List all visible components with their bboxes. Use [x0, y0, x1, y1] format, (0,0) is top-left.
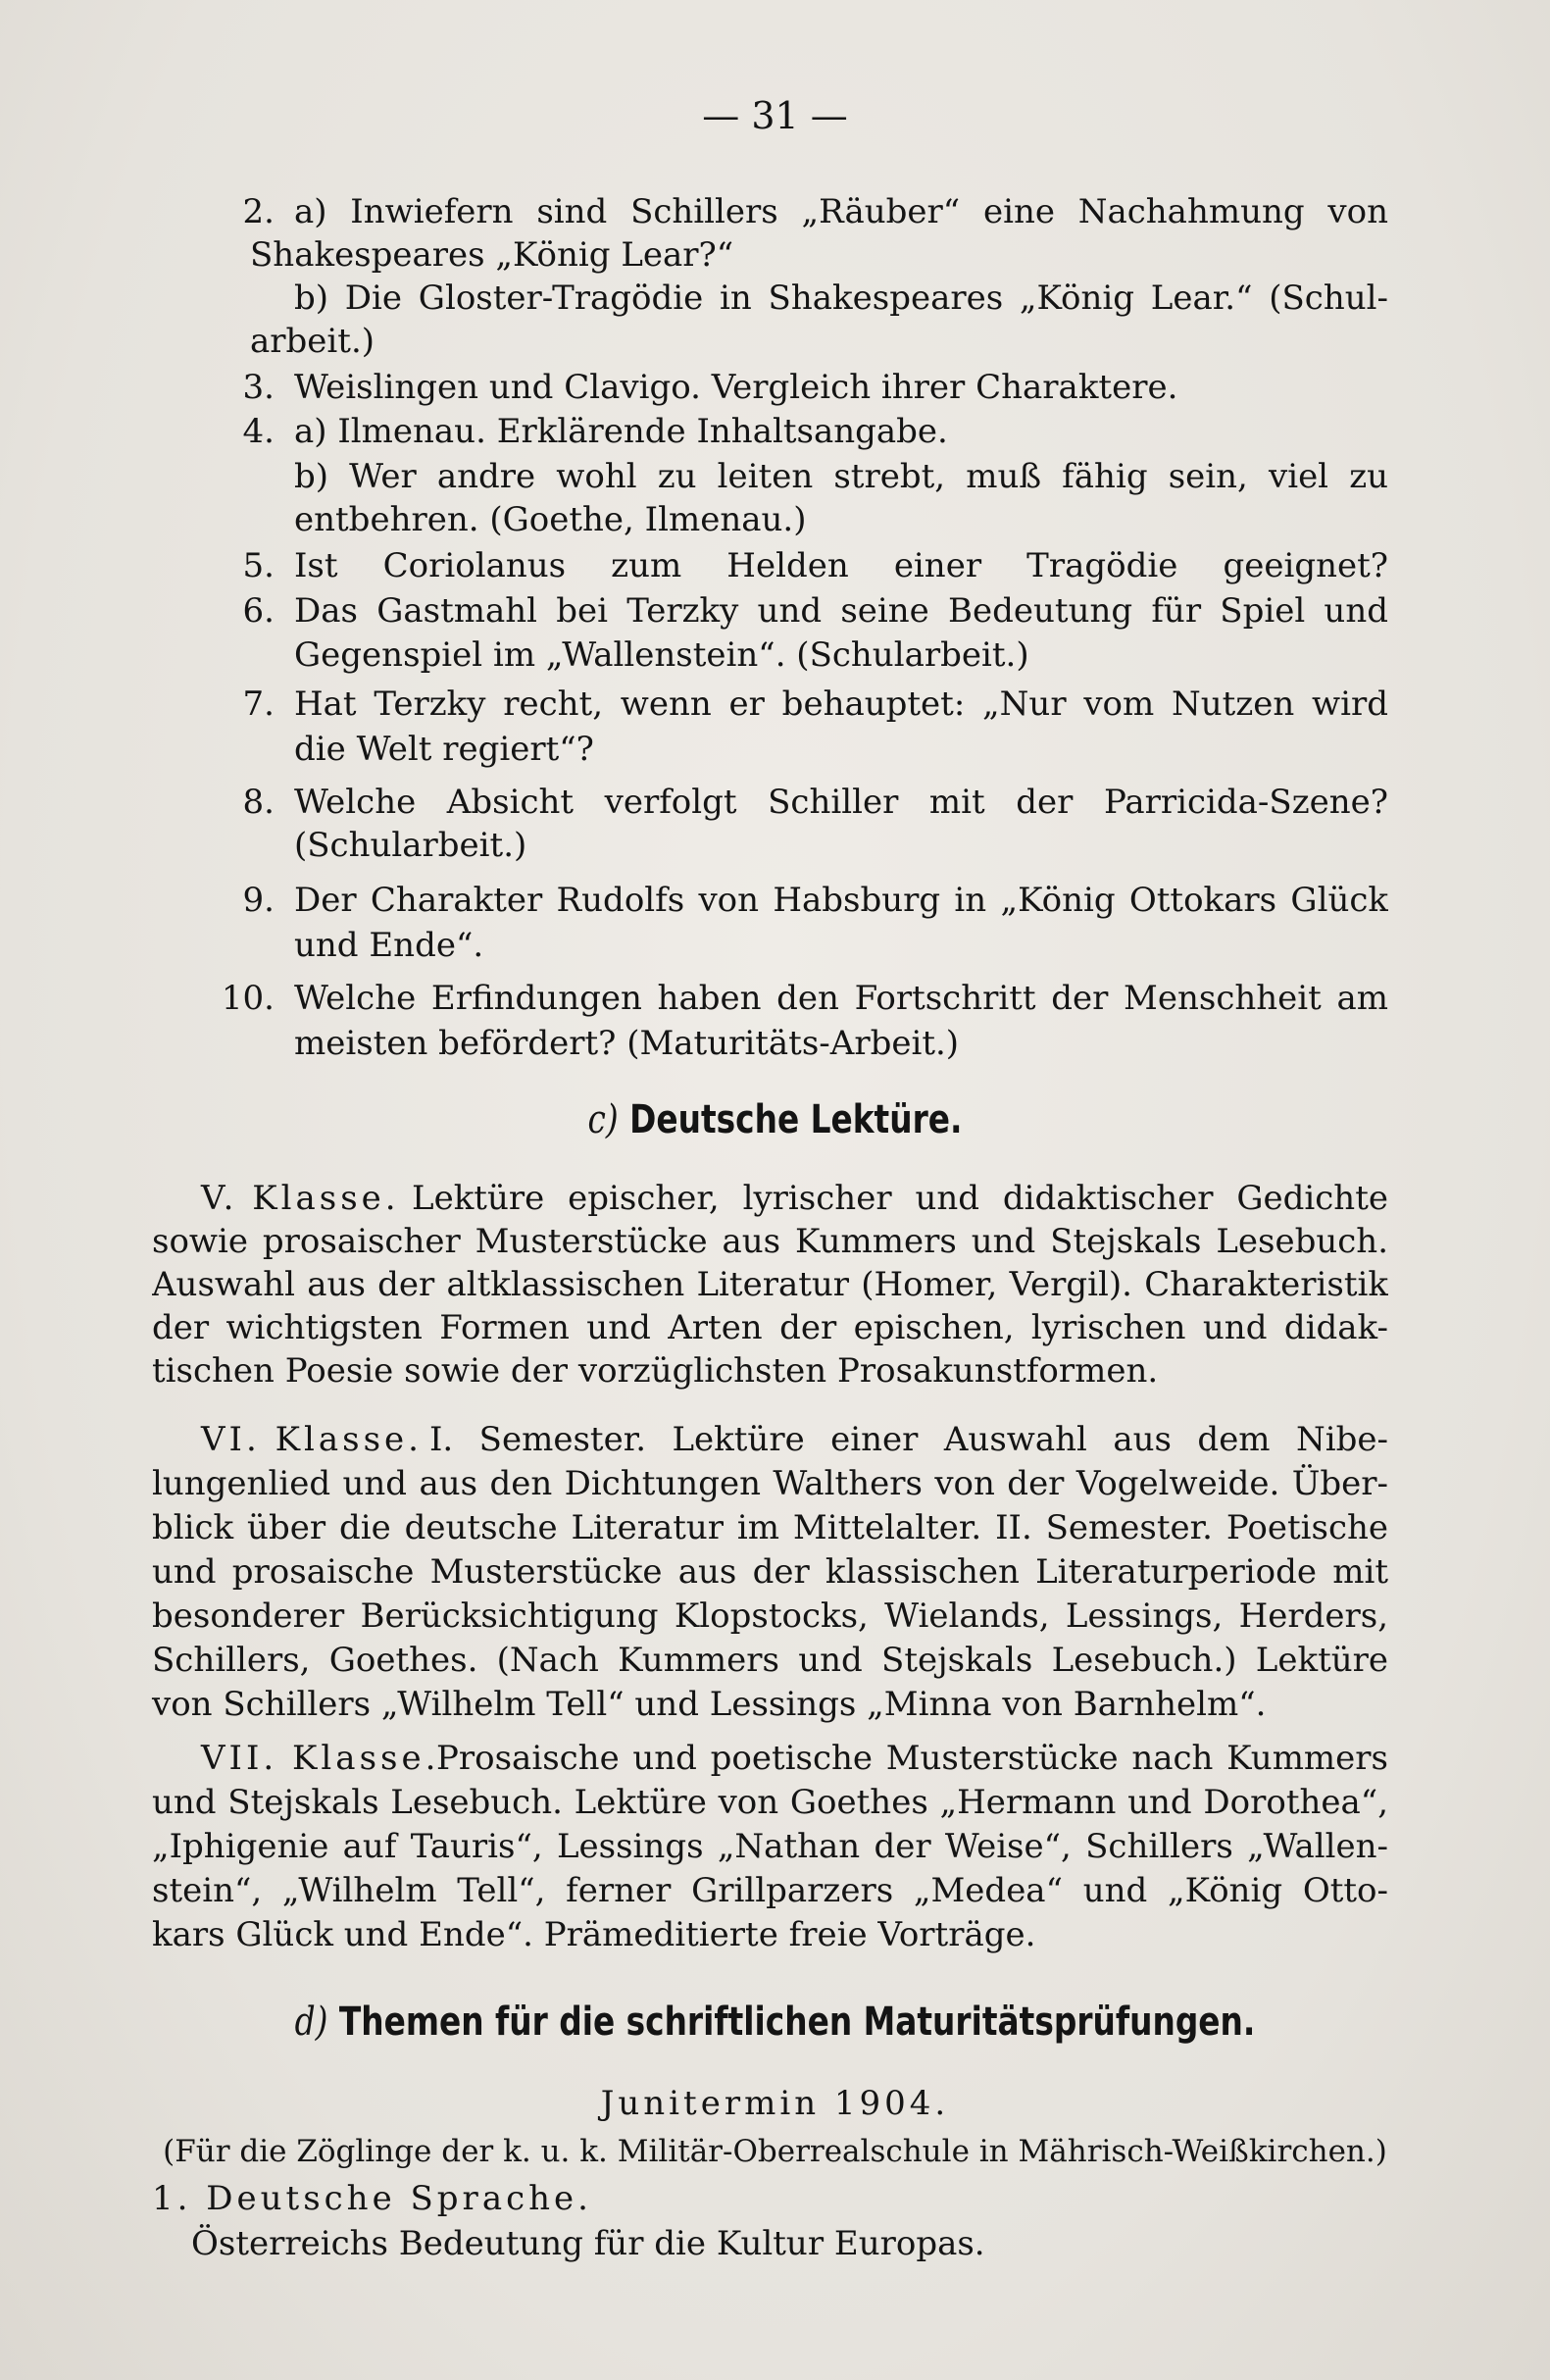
item-number-9: 9.: [242, 881, 275, 920]
item-10-line-1: Welche Erfindungen haben den Fortschritt der Menschheit am: [294, 979, 1388, 1018]
item-number-7: 7.: [242, 684, 275, 724]
section-c-title: Deutsche Lektüre.: [629, 1097, 963, 1142]
class-vii-line-4: stein“, „Wilhelm Tell“, ferner Grillparzers „Medea“ und „König Otto-: [152, 1871, 1388, 1910]
class-vi-line-4: und prosaische Musterstücke aus der klassischen Literaturperiode mit: [152, 1552, 1388, 1592]
item-2b-line-1: b) Die Gloster-Tragödie in Shakespeares „König Lear.“ (Schul-: [294, 279, 1388, 318]
class-vii-line-2: und Stejskals Lesebuch. Lektüre von Goethes „Hermann und Dorothea“,: [152, 1783, 1388, 1822]
item-number-8: 8.: [242, 783, 275, 822]
item-number-6: 6.: [242, 591, 275, 631]
class-v-line-4: der wichtigsten Formen und Arten der epischen, lyrischen und didak-: [152, 1308, 1388, 1347]
item-number-2: 2.: [242, 192, 275, 231]
section-d-heading: [139, 1999, 1410, 2046]
class-vii-label: VII. Klasse.: [201, 1739, 440, 1778]
class-vi-line-2: lungenlied und aus den Dichtungen Walthers von der Vogelweide. Über-: [152, 1464, 1388, 1503]
item-4b-line-1: b) Wer andre wohl zu leiten strebt, muß fähig sein, viel zu: [294, 457, 1388, 496]
item-8-line-2: (Schularbeit.): [294, 826, 527, 865]
item-9-line-1: Der Charakter Rudolfs von Habsburg in „König Ottokars Glück: [294, 881, 1388, 920]
class-vii-line-1: Prosaische und poetische Musterstücke nach Kummers: [436, 1739, 1388, 1778]
section-d-title: Themen für die schriftlichen Maturitätsprüfungen.: [338, 2000, 1256, 2045]
class-vi-line-6: Schillers, Goethes. (Nach Kummers und Stejskals Lesebuch.) Lektüre: [152, 1641, 1388, 1680]
item-4a-line-1: a) Ilmenau. Erklärende Inhaltsangabe.: [294, 412, 948, 451]
class-v-line-5: tischen Poesie sowie der vorzüglichsten Prosakunstformen.: [152, 1351, 1159, 1391]
class-vi-label: VI. Klasse.: [201, 1420, 423, 1459]
class-vi-line-5: besonderer Berücksichtigung Klopstocks, Wielands, Lessings, Herders,: [152, 1596, 1388, 1636]
class-vi-line-3: blick über die deutsche Literatur im Mittelalter. II. Semester. Poetische: [152, 1508, 1388, 1547]
item-4b-line-2: entbehren. (Goethe, Ilmenau.): [294, 500, 807, 539]
item-2b-line-2: arbeit.): [250, 322, 375, 361]
section-c-heading: [139, 1096, 1410, 1143]
item-2a-line-1: a) Inwiefern sind Schillers „Räuber“ eine Nachahmung von: [294, 192, 1388, 231]
class-v-line-1: Lektüre epischer, lyrischer und didaktischer Gedichte: [412, 1179, 1388, 1218]
subject-heading: 1. Deutsche Sprache.: [152, 2179, 592, 2218]
item-10-line-2: meisten befördert? (Maturitäts-Arbeit.): [294, 1024, 960, 1063]
page-number: — 31 —: [702, 94, 848, 137]
item-7-line-2: die Welt regiert“?: [294, 730, 594, 769]
class-vii-line-3: „Iphigenie auf Tauris“, Lessings „Nathan der Weise“, Schillers „Wallen-: [152, 1827, 1388, 1866]
item-number-5: 5.: [242, 546, 275, 585]
class-vi-line-1: I. Semester. Lektüre einer Auswahl aus dem Nibe-: [429, 1420, 1388, 1459]
item-7-line-1: Hat Terzky recht, wenn er behauptet: „Nur vom Nutzen wird: [294, 684, 1388, 724]
item-number-10: 10.: [221, 979, 275, 1018]
item-2a-line-2: Shakespeares „König Lear?“: [250, 235, 734, 275]
class-vii-line-5: kars Glück und Ende“. Prämeditierte freie Vorträge.: [152, 1915, 1036, 1954]
class-v-line-2: sowie prosaischer Musterstücke aus Kummers und Stejskals Lesebuch.: [152, 1222, 1388, 1261]
item-6-line-2: Gegenspiel im „Wallenstein“. (Schularbeit.): [294, 635, 1029, 675]
item-8-line-1: Welche Absicht verfolgt Schiller mit der Parricida-Szene?: [294, 783, 1388, 822]
exam-note: (Für die Zöglinge der k. u. k. Militär-Oberrealschule in Mährisch-Weißkirchen.): [163, 2134, 1387, 2169]
item-6-line-1: Das Gastmahl bei Terzky und seine Bedeutung für Spiel und: [294, 591, 1388, 631]
item-number-4: 4.: [242, 412, 275, 451]
item-9-line-2: und Ende“.: [294, 926, 484, 965]
item-number-3: 3.: [242, 368, 275, 407]
subject-topic: Österreichs Bedeutung für die Kultur Europas.: [191, 2224, 985, 2263]
item-5-line-1: Ist Coriolanus zum Helden einer Tragödie geeignet?: [294, 546, 1388, 585]
item-3-line-1: Weislingen und Clavigo. Vergleich ihrer Charaktere.: [294, 368, 1178, 407]
class-v-line-3: Auswahl aus der altklassischen Literatur (Homer, Vergil). Charakteristik: [152, 1265, 1388, 1304]
class-v-label: V. Klasse.: [201, 1179, 400, 1218]
class-vi-line-7: von Schillers „Wilhelm Tell“ und Lessings „Minna von Barnhelm“.: [152, 1685, 1267, 1724]
section-c-letter: c): [587, 1097, 619, 1142]
exam-term: Junitermin 1904.: [600, 2084, 950, 2123]
section-d-letter: d): [294, 2000, 328, 2045]
